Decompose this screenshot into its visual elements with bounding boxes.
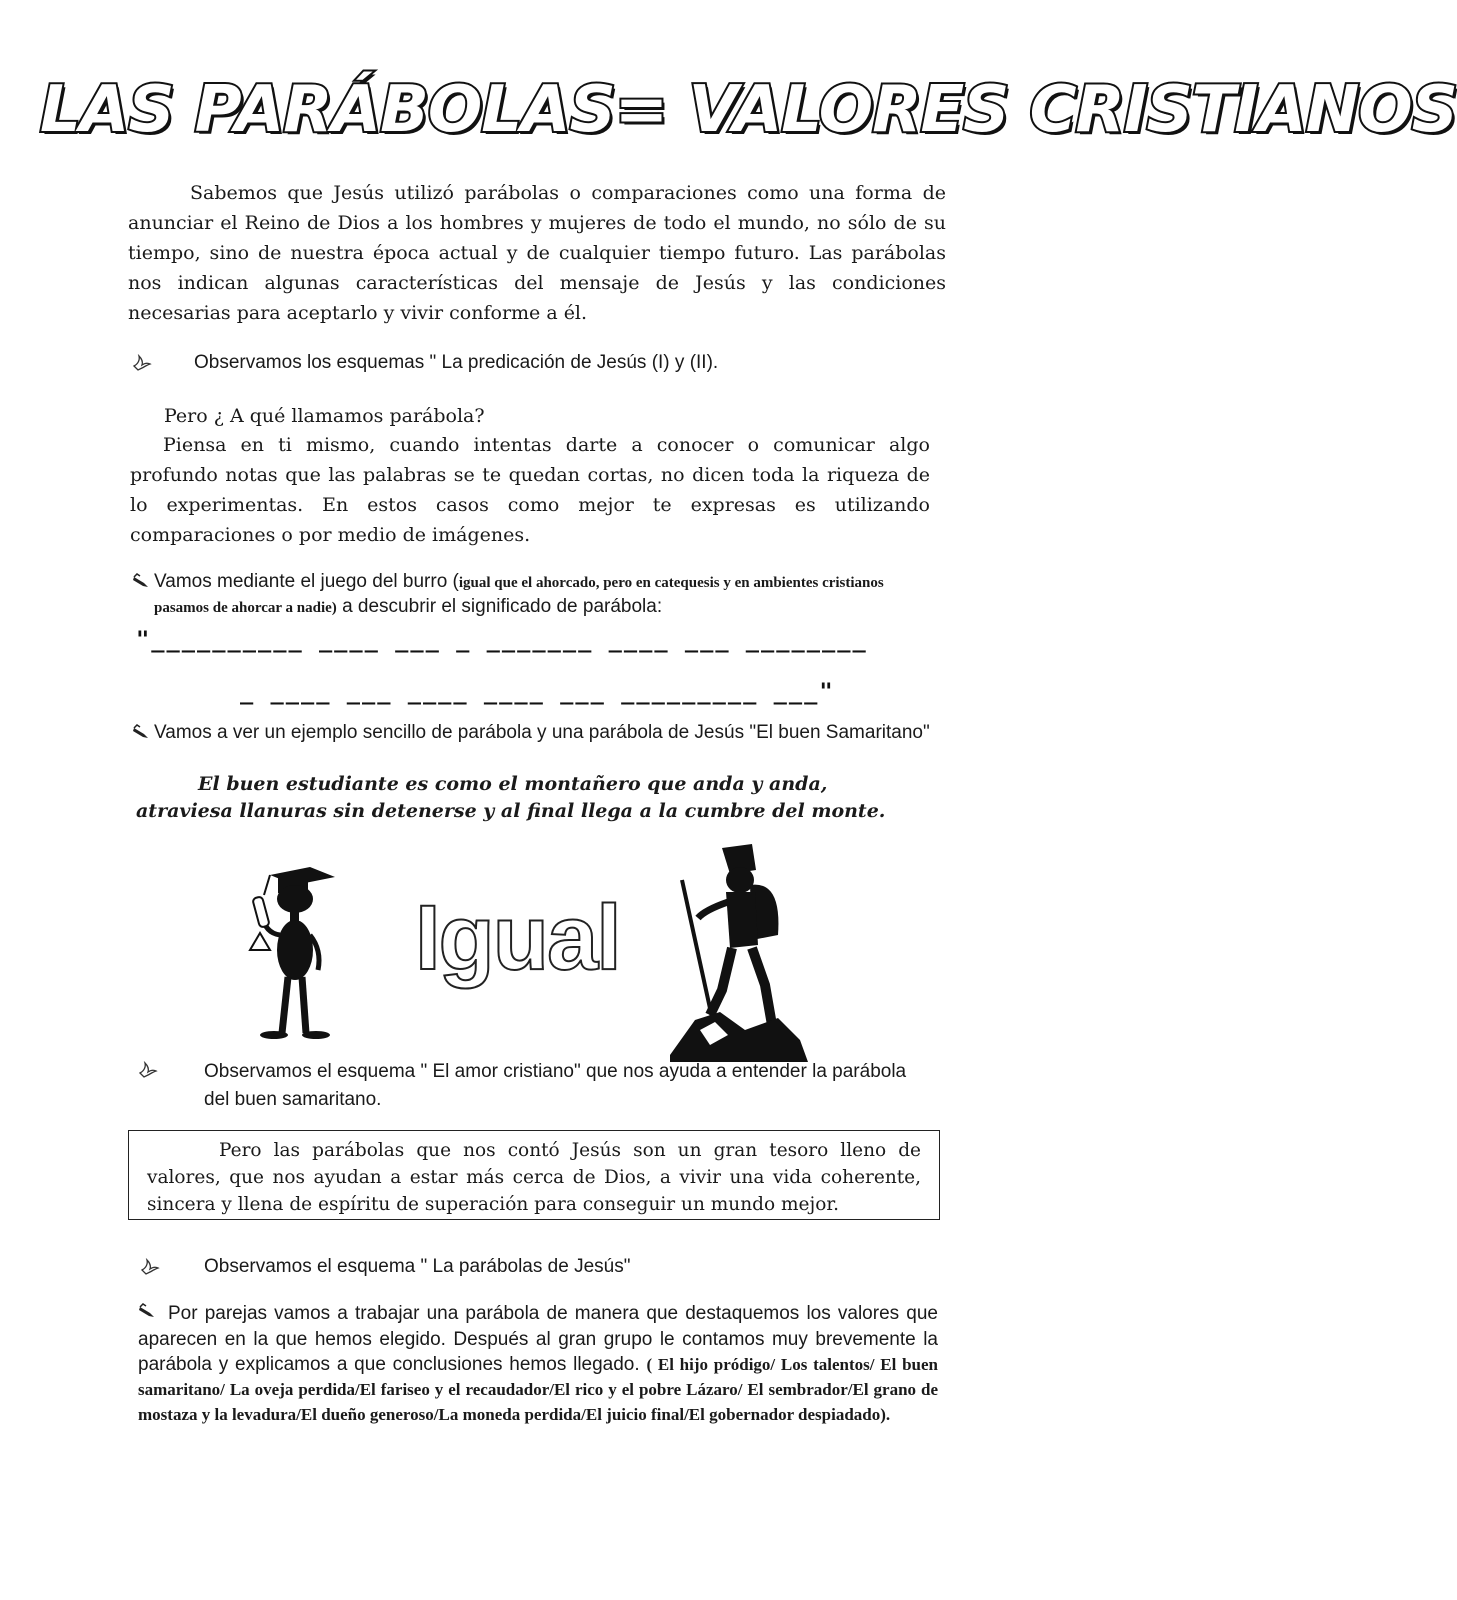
values-box: Pero las parábolas que nos contó Jesús son un gran tesoro lleno de valores, que nos ayudan a estar más cerca de Dios, a vivir una vida coherente, sincera y llena de espíritu de superación para conseguir un mundo mejor. — [128, 1130, 940, 1220]
pencil-hand-icon — [132, 722, 154, 748]
intro-paragraph: Sabemos que Jesús utilizó parábolas o comparaciones como una forma de anunciar el Reino de Dios a los hombres y mujeres de todo el mundo, no sólo de su tiempo, sino de nuestra época actual y de cualquier tiempo futuro. Las parábolas nos indican algunas características del mensaje de Jesús y las condiciones necesarias para aceptarlo y vivir conforme a él. — [128, 182, 946, 324]
example-sentence-line-2: atraviesa llanuras sin detenerse y al final llega a la cumbre del monte. — [136, 800, 886, 822]
burro-game-instruction — [132, 570, 922, 620]
burro-tail: a descubrir el significado de parábola: — [336, 596, 663, 617]
pencil-hand-icon — [138, 1302, 168, 1327]
pairs-activity-text: Por parejas vamos a trabajar una parábola de manera que destaquemos los valores que aparecen en la que hemos elegido. Después al gran grupo le contamos muy brevemente la parábola y explicamos a que conclusiones hemos llegado. — [138, 1303, 938, 1375]
graduate-student-figure — [240, 855, 340, 1045]
dove-icon — [132, 354, 154, 376]
observation-1-text: Observamos los esquemas " La predicación de Jesús (I) y (II). — [194, 352, 719, 373]
pairs-activity — [138, 1300, 938, 1427]
example-instruction-text: Vamos a ver un ejemplo sencillo de parábola y una parábola de Jesús "El buen Samaritano" — [154, 722, 930, 743]
piensa-paragraph: Piensa en ti mismo, cuando intentas darte a conocer o comunicar algo profundo notas que las palabras se te quedan cortas, no dicen toda la riqueza de lo experimentas. En estos casos como mejor te expresas es utilizando comparaciones o por medio de imágenes. — [130, 434, 930, 546]
igual-word: Igual — [415, 887, 620, 989]
example-sentence-line-1: El buen estudiante es como el montañero que anda y anda, — [198, 773, 828, 795]
parables-list: ( El hijo pródigo/ Los talentos/ El buen samaritano/ La oveja perdida/El fariseo y el recaudador/El rico y el pobre Lázaro/ El sembrador/El grano de mostaza y la levadura/El dueño generoso/La moneda perdida/El juicio final/El gobernador despiadado). — [138, 1355, 938, 1424]
puzzle-line-1: "__________ ____ ___ _ _______ ____ ___ ________ — [136, 628, 868, 653]
observation-1 — [132, 352, 932, 376]
dove-icon — [140, 1258, 162, 1280]
example-instruction — [132, 720, 932, 748]
puzzle-line-2: _ ____ ___ ____ ____ ___ _________ ___" — [240, 680, 835, 705]
dove-icon — [138, 1060, 160, 1088]
pencil-hand-icon — [132, 572, 154, 596]
page-title: LAS PARÁBOLAS= VALORES CRISTIANOS — [40, 73, 1457, 147]
observation-2-text: Observamos el esquema " El amor cristiano" que nos ayuda a entender la parábola del buen samaritano. — [204, 1061, 907, 1110]
observation-2 — [138, 1058, 928, 1114]
question-line: Pero ¿ A qué llamamos parábola? — [164, 405, 485, 427]
observation-3 — [140, 1256, 930, 1280]
burro-lead: Vamos mediante el juego del burro ( — [154, 571, 459, 592]
mountaineer-figure — [660, 840, 820, 1065]
observation-3-text: Observamos el esquema " La parábolas de Jesús" — [204, 1256, 631, 1277]
burro-note: igual que el ahorcado, pero en catequesis y en ambientes cristianos pasamos de ahorcar a nadie) — [154, 575, 884, 616]
